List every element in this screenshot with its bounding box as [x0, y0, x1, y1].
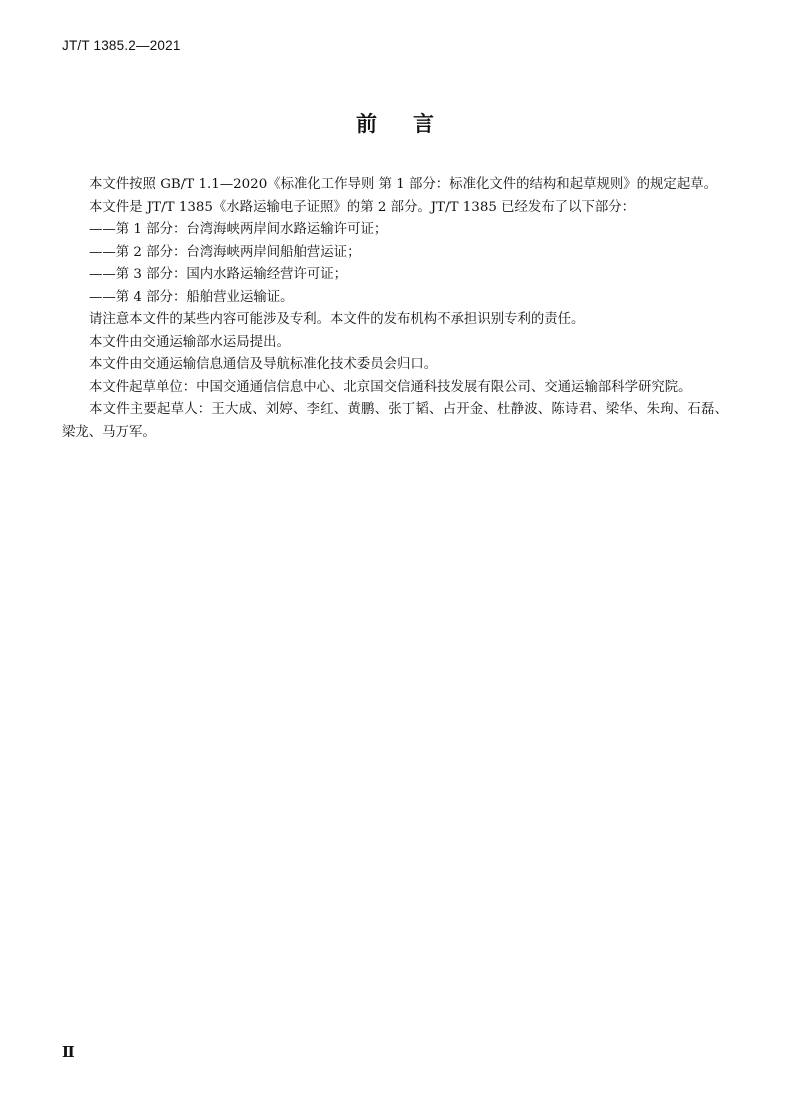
- paragraph-drafting-rules: 本文件按照 GB/T 1.1—2020《标准化工作导则 第 1 部分：标准化文件的结构和起草规则》的规定起草。: [89, 177, 717, 192]
- page-number: Ⅱ: [62, 1045, 75, 1061]
- page-title-char-1: 前: [356, 112, 377, 136]
- paragraph-drafters: 本文件主要起草人：王大成、刘婷、李红、黄鹏、张丁韬、占开金、杜静波、陈诗君、梁华、朱珣、石磊、梁龙、马万军。: [62, 402, 728, 440]
- list-item-part-3: ——第 3 部分：国内水路运输经营许可证；: [89, 267, 348, 282]
- list-item-part-4: ——第 4 部分：船舶营业运输证。: [89, 289, 294, 305]
- paragraph-standard-series: 本文件是 JT/T 1385《水路运输电子证照》的第 2 部分。JT/T 1385 已经发布了以下部分：: [89, 199, 636, 215]
- paragraph-drafting-units: 本文件起草单位：中国交通通信信息中心、北京国交信通科技发展有限公司、交通运输部科学研究院。: [89, 379, 692, 395]
- standard-code: JT/T 1385.2—2021: [62, 38, 181, 53]
- list-item-part-2: ——第 2 部分：台湾海峡两岸间船舶营运证；: [89, 244, 361, 260]
- paragraph-proposer: 本文件由交通运输部水运局提出。: [89, 334, 290, 350]
- foreword-body: [62, 174, 728, 444]
- page-title: [0, 108, 790, 138]
- page-title-char-2: 言: [413, 112, 434, 136]
- paragraph-patent-notice: 请注意本文件的某些内容可能涉及专利。本文件的发布机构不承担识别专利的责任。: [89, 312, 585, 327]
- list-item-part-1: ——第 1 部分：台湾海峡两岸间水路运输许可证；: [89, 222, 388, 237]
- paragraph-committee: 本文件由交通运输信息通信及导航标准化技术委员会归口。: [89, 357, 438, 372]
